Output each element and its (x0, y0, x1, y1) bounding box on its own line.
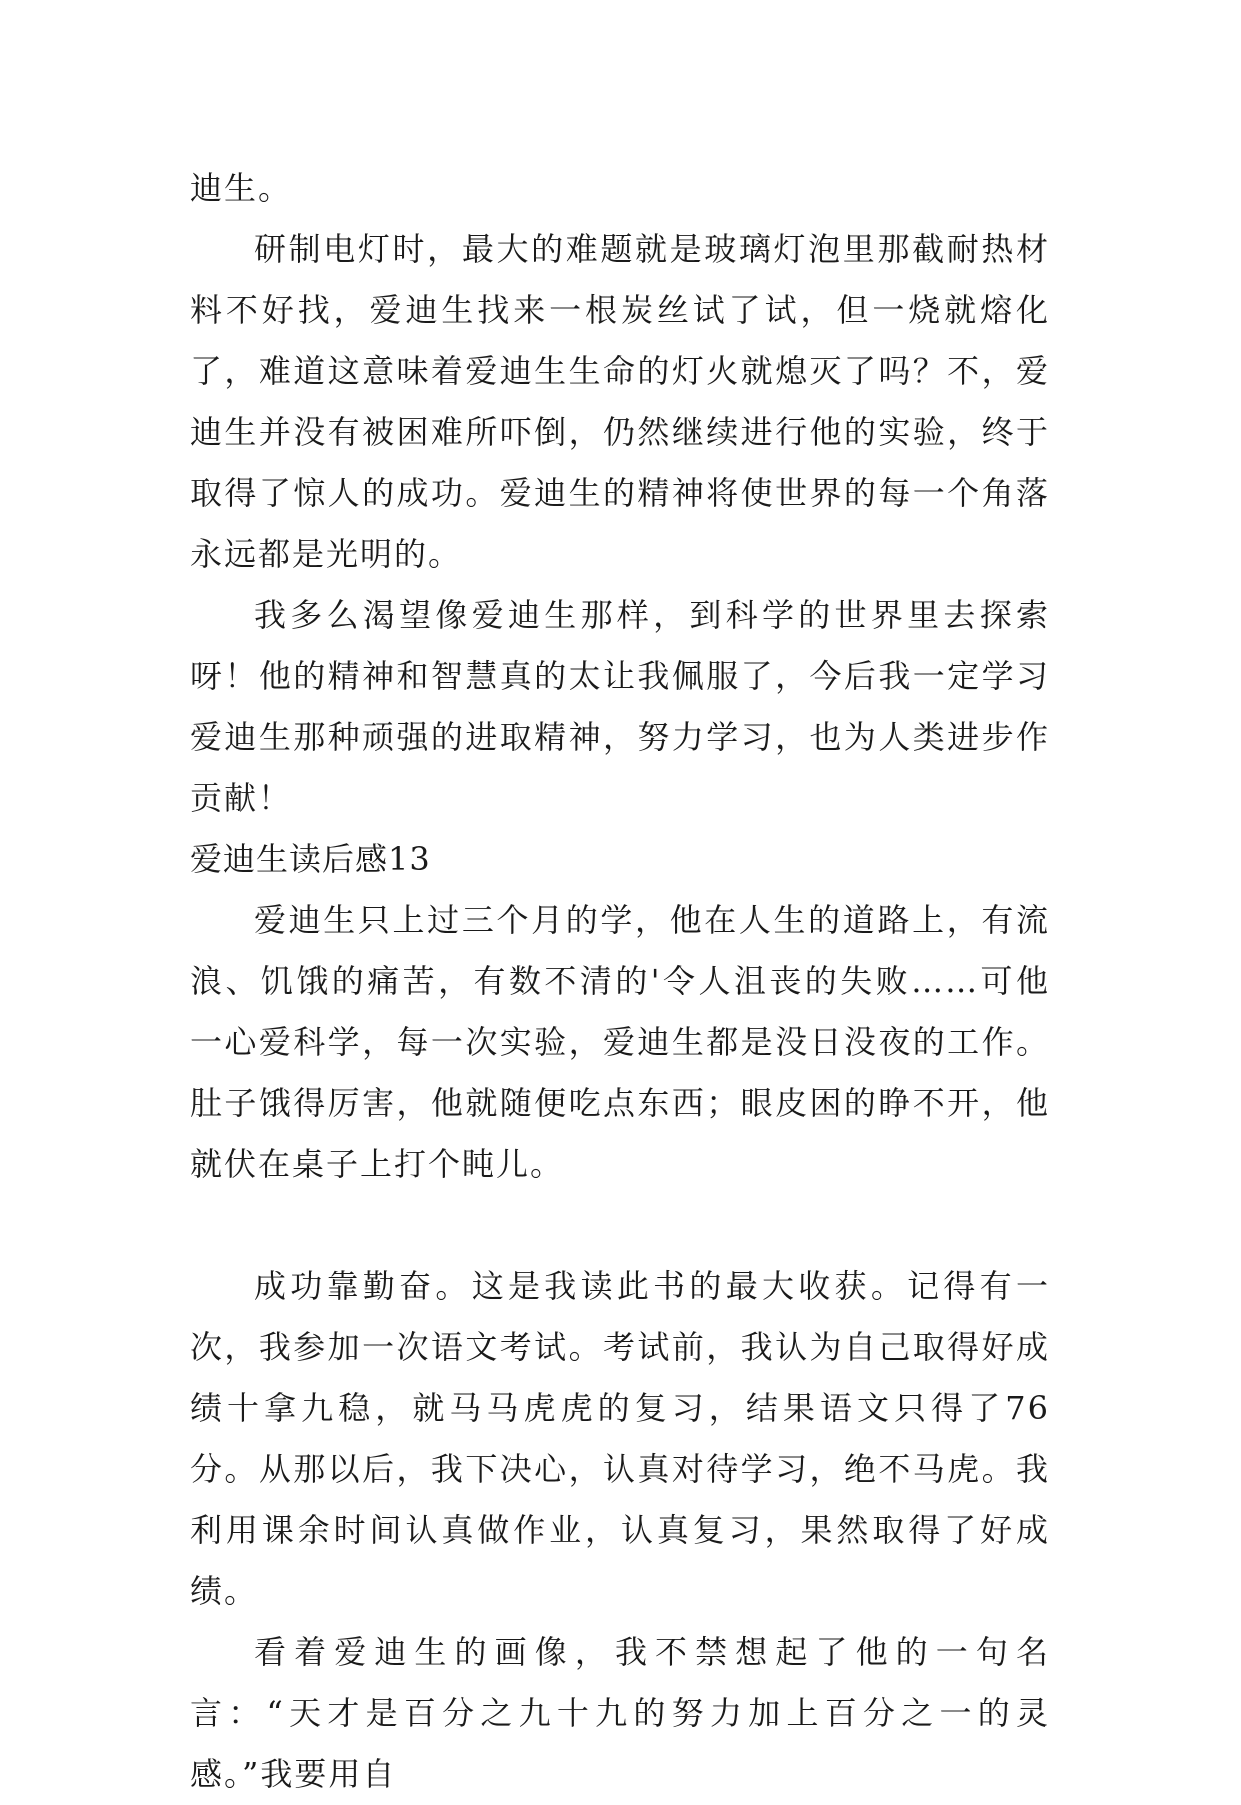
document-body (190, 158, 1050, 1805)
paragraph-quote: 看着爱迪生的画像，我不禁想起了他的一句名言：“天才是百分之九十九的努力加上百分之一的灵感。”我要用自 (190, 1633, 1050, 1793)
section-heading: 爱迪生读后感13 (190, 840, 431, 878)
paragraph-edison-life: 爱迪生只上过三个月的学，他在人生的道路上，有流浪、饥饿的痛苦，有数不清的'令人沮丧的失败……可他一心爱科学，每一次实验，爱迪生都是没日没夜的工作。肚子饿得厉害，他就随便吃点东西；眼皮困的睁不开，他就伏在桌子上打个盹儿。 (190, 901, 1050, 1183)
paragraph-diligence: 成功靠勤奋。这是我读此书的最大收获。记得有一次，我参加一次语文考试。考试前，我认为自己取得好成绩十拿九稳，就马马虎虎的复习，结果语文只得了76分。从那以后，我下决心，认真对待学习，绝不马虎。我利用课余时间认真做作业，认真复习，果然取得了好成绩。 (190, 1267, 1050, 1610)
paragraph-light-bulb: 研制电灯时，最大的难题就是玻璃灯泡里那截耐热材料不好找，爱迪生找来一根炭丝试了试，但一烧就熔化了，难道这意味着爱迪生生命的灯火就熄灭了吗？不，爱迪生并没有被困难所吓倒，仍然继续进行他的实验，终于取得了惊人的成功。爱迪生的精神将使世界的每一个角落永远都是光明的。 (190, 230, 1050, 573)
paragraph-aspiration: 我多么渴望像爱迪生那样，到科学的世界里去探索呀！他的精神和智慧真的太让我佩服了，今后我一定学习爱迪生那种顽强的进取精神，努力学习，也为人类进步作贡献！ (190, 596, 1050, 817)
blank-line (190, 1195, 1050, 1256)
paragraph-continuation: 迪生。 (190, 169, 293, 207)
